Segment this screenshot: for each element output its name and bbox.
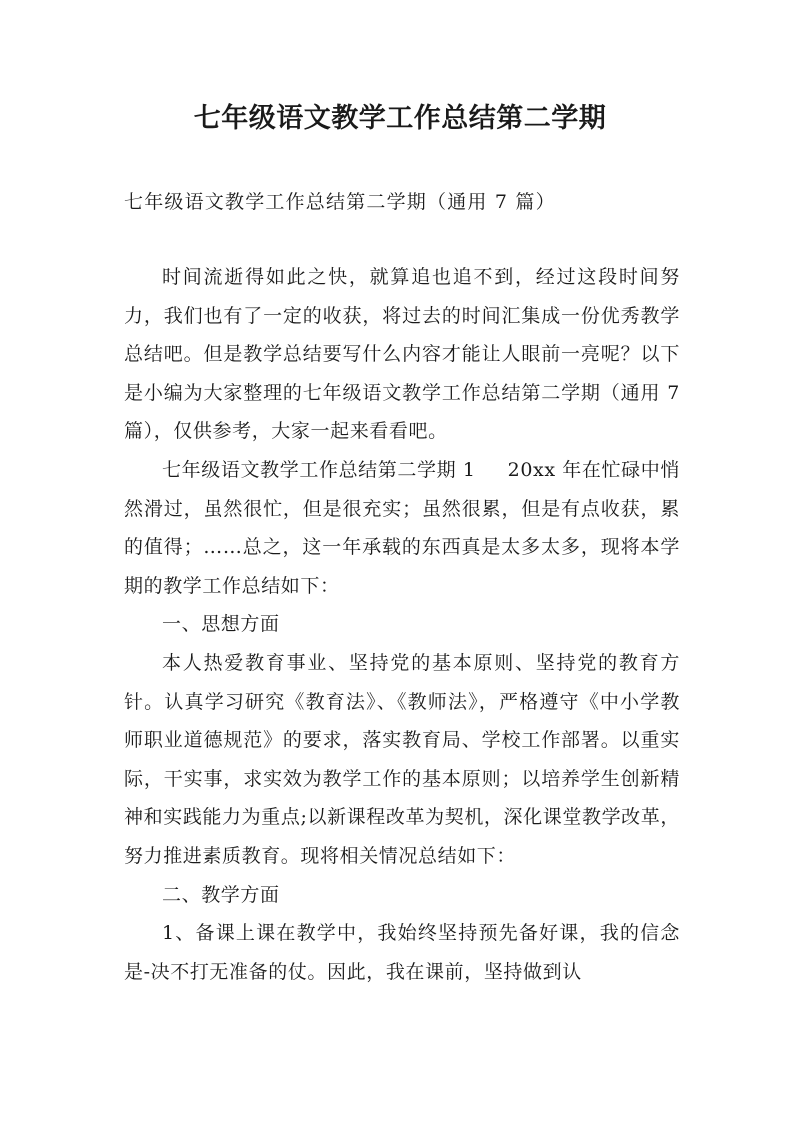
teaching-paragraph: 1、备课上课在教学中，我始终坚持预先备好课，我的信念是-决不打无准备的仗。因此，我在课前，坚持做到认 bbox=[124, 922, 680, 983]
article-1-heading: 七年级语文教学工作总结第二学期 1 bbox=[162, 458, 476, 481]
document-subtitle: 七年级语文教学工作总结第二学期（通用 7 篇） bbox=[124, 191, 556, 213]
ideology-paragraph: 本人热爱教育事业、坚持党的基本原则、坚持党的教育方针。认真学习研究《教育法》、《教师法》，严格遵守《中小学教师职业道德规范》的要求，落实教育局、学校工作部署。以重实际，干实事，求实效为教学工作的基本原则；以培养学生创新精神和实践能力为重点;以新课程改革为契机，深化课堂教学改革，努力推进素质教育。现将相关情况总结如下： bbox=[124, 651, 680, 867]
document-title: 七年级语文教学工作总结第二学期 bbox=[193, 103, 607, 134]
article-1-paragraph bbox=[124, 451, 680, 605]
section-heading-ideology: 一、思想方面 bbox=[162, 613, 280, 636]
article-1-body: 20xx 年在忙碌中悄然滑过，虽然很忙，但是很充实；虽然很累，但是有点收获，累的值得；……总之，这一年承载的东西真是太多太多，现将本学期的教学工作总结如下： bbox=[124, 458, 680, 597]
intro-paragraph: 时间流逝得如此之快，就算追也追不到，经过这段时间努力，我们也有了一定的收获，将过去的时间汇集成一份优秀教学总结吧。但是教学总结要写什么内容才能让人眼前一亮呢？以下是小编为大家整理的七年级语文教学工作总结第二学期（通用 7 篇），仅供参考，大家一起来看看吧。 bbox=[124, 266, 680, 443]
document-body bbox=[124, 258, 680, 991]
section-heading-teaching: 二、教学方面 bbox=[162, 883, 280, 906]
